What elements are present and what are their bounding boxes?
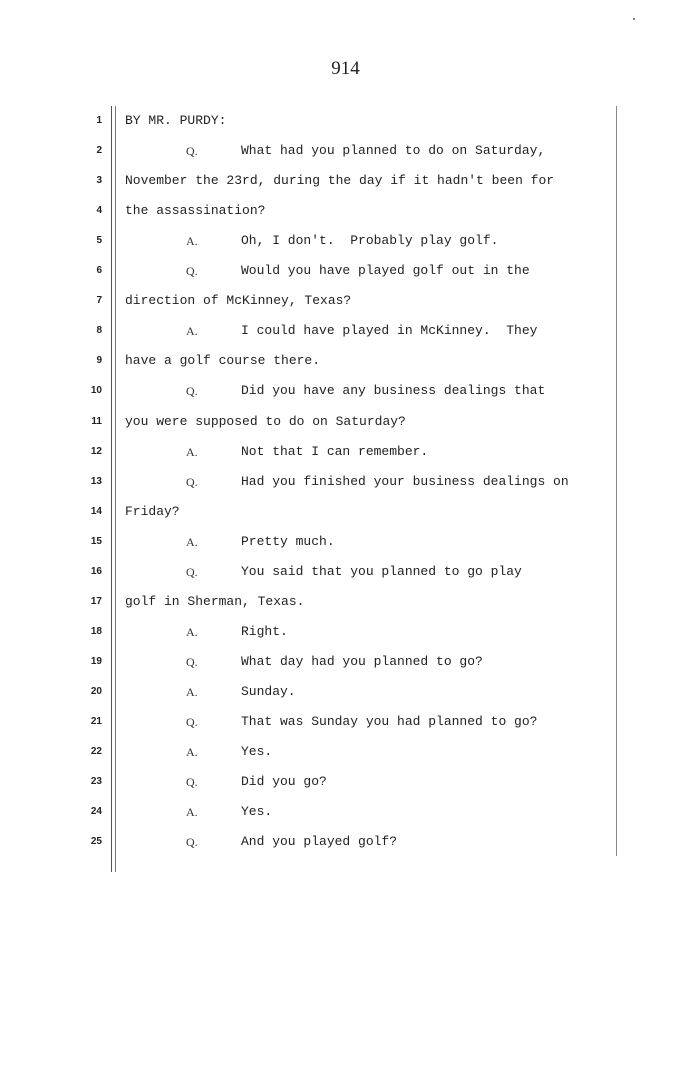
transcript-line — [0, 621, 691, 643]
speaker-label: Q. — [186, 715, 198, 729]
line-text: Yes. — [241, 744, 273, 760]
transcript-line — [0, 320, 691, 342]
speaker-label: Q. — [186, 564, 198, 579]
line-number: 9 — [96, 355, 102, 367]
line-text: the assassination? — [125, 203, 266, 219]
line-number: 16 — [90, 565, 102, 577]
line-text: And you played golf? — [241, 834, 398, 850]
line-text: Did you go? — [241, 774, 327, 790]
line-text: Right. — [241, 623, 288, 639]
line-text: Friday? — [125, 503, 180, 519]
line-text: November the 23rd, during the day if it hadn't been for — [125, 173, 555, 189]
page-number: 914 — [331, 58, 360, 79]
line-number: 13 — [90, 475, 102, 487]
line-number: 23 — [90, 776, 102, 788]
line-number: 6 — [96, 265, 102, 277]
speaker-label: A. — [186, 624, 198, 639]
transcript-line — [0, 170, 691, 192]
line-text: I could have played in McKinney. They — [241, 323, 538, 339]
line-text: Not that I can remember. — [241, 443, 429, 459]
line-text: That was Sunday you had planned to go? — [241, 714, 538, 729]
speaker-label: Q. — [186, 835, 198, 850]
line-text: Would you have played golf out in the — [241, 263, 530, 279]
transcript-line — [0, 200, 691, 222]
transcript-line — [0, 350, 691, 372]
speaker-label: Q. — [186, 654, 198, 669]
transcript-line — [0, 411, 691, 433]
line-text: Pretty much. — [241, 533, 335, 549]
speaker-label: A. — [186, 684, 198, 699]
speaker-label: Q. — [186, 474, 198, 489]
line-number: 12 — [90, 445, 102, 457]
speaker-label: Q. — [186, 264, 198, 279]
line-text: have a golf course there. — [125, 353, 321, 369]
transcript-line — [0, 260, 691, 282]
transcript-line — [0, 561, 691, 583]
speaker-label: A. — [186, 444, 198, 459]
line-number: 17 — [90, 595, 102, 607]
line-text: Oh, I don't. Probably play golf. — [241, 233, 499, 249]
speaker-label: Q. — [186, 384, 198, 399]
line-text: golf in Sherman, Texas. — [125, 593, 305, 609]
line-number: 21 — [90, 716, 102, 727]
line-number: 19 — [90, 655, 102, 667]
line-text: What day had you planned to go? — [241, 653, 483, 669]
line-number: 15 — [90, 535, 102, 547]
transcript-line — [0, 471, 691, 493]
line-text: Had you finished your business dealings on — [241, 473, 569, 489]
line-number: 10 — [90, 385, 102, 397]
line-text: direction of McKinney, Texas? — [125, 293, 352, 309]
transcript-line — [0, 741, 691, 763]
transcript-line — [0, 441, 691, 463]
line-text: You said that you planned to go play — [241, 563, 522, 579]
transcript-line — [0, 531, 691, 553]
speaker-label: Q. — [186, 144, 198, 159]
transcript-line — [0, 801, 691, 823]
line-text: BY MR. PURDY: — [125, 113, 227, 128]
transcript-line — [0, 831, 691, 853]
line-number: 14 — [90, 505, 102, 517]
transcript-line — [0, 380, 691, 402]
line-number: 11 — [91, 415, 102, 427]
speaker-label: A. — [186, 324, 198, 339]
line-text: What had you planned to do on Saturday, — [241, 143, 546, 159]
line-text: Yes. — [241, 804, 273, 820]
transcript-line — [0, 290, 691, 312]
speaker-label: A. — [186, 805, 198, 820]
line-text: you were supposed to do on Saturday? — [125, 413, 406, 429]
transcript-line — [0, 230, 691, 252]
line-number: 8 — [96, 325, 102, 337]
transcript-line — [0, 591, 691, 613]
transcript-line — [0, 651, 691, 673]
line-text: Sunday. — [241, 683, 296, 699]
transcript-line — [0, 110, 691, 132]
line-number: 25 — [90, 836, 102, 848]
line-number: 24 — [90, 806, 102, 818]
line-number: 18 — [90, 625, 102, 637]
line-number: 1 — [96, 115, 102, 126]
line-number: 2 — [96, 145, 102, 157]
speaker-label: A. — [186, 534, 198, 549]
transcript-line — [0, 771, 691, 793]
speaker-label: A. — [186, 234, 198, 249]
line-text: Did you have any business dealings that — [241, 383, 546, 399]
line-number: 3 — [96, 175, 102, 187]
line-number: 7 — [96, 295, 102, 307]
line-number: 20 — [90, 685, 102, 697]
transcript-line — [0, 140, 691, 162]
transcript-line — [0, 681, 691, 703]
speaker-label: Q. — [186, 775, 198, 790]
line-number: 4 — [96, 205, 102, 217]
speaker-label: A. — [186, 745, 198, 760]
line-number: 22 — [90, 746, 102, 758]
transcript-line — [0, 711, 691, 733]
transcript-line — [0, 501, 691, 523]
line-number: 5 — [96, 235, 102, 247]
